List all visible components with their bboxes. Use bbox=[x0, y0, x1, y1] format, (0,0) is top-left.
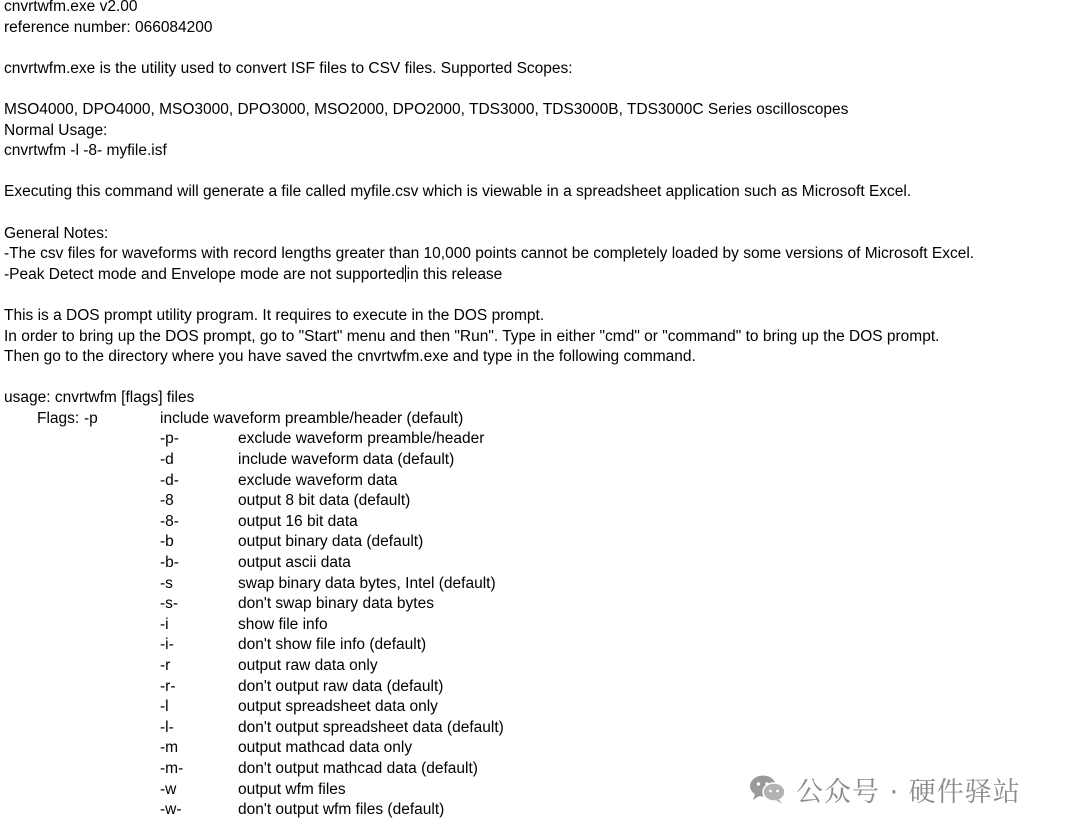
flag-option: -p bbox=[84, 409, 98, 427]
flag-option: -8 bbox=[160, 492, 174, 510]
blank-line bbox=[4, 38, 1076, 59]
blank-line bbox=[4, 285, 1076, 306]
supported-scopes-line: MSO4000, DPO4000, MSO3000, DPO3000, MSO2000, DPO2000, TDS3000, TDS3000B, TDS3000C Series oscilloscopes bbox=[4, 100, 849, 118]
flag-description: output raw data only bbox=[238, 657, 378, 674]
note-peak-detect-part2: in this release bbox=[406, 265, 503, 283]
flag-option: -m bbox=[160, 739, 179, 757]
version-line: cnvrtwfm.exe v2.00 bbox=[4, 0, 138, 15]
usage-line: usage: cnvrtwfm [flags] files bbox=[4, 389, 195, 407]
flag-option: -w bbox=[160, 780, 177, 798]
flag-description: output 16 bit data bbox=[238, 512, 358, 530]
flag-description: don't output spreadsheet data (default) bbox=[238, 718, 504, 736]
flag-description: show file info bbox=[238, 615, 328, 633]
blank-line bbox=[4, 79, 1076, 100]
flag-option: -i bbox=[160, 615, 169, 633]
flags-label: Flags: bbox=[37, 409, 80, 427]
flag-option: -m- bbox=[160, 759, 184, 777]
watermark-text: 公众号 · 硬件驿站 bbox=[796, 776, 1021, 808]
flag-option: -b bbox=[160, 533, 174, 551]
flag-description: output mathcad data only bbox=[238, 739, 413, 757]
flag-row bbox=[4, 635, 1076, 656]
flag-option: -s bbox=[160, 574, 173, 592]
normal-usage-heading: Normal Usage: bbox=[4, 121, 108, 139]
note-peak-detect[interactable] bbox=[4, 265, 1076, 286]
flag-description: don't output mathcad data (default) bbox=[238, 759, 478, 777]
flag-description: output ascii data bbox=[238, 554, 351, 572]
flag-option: -b- bbox=[160, 554, 179, 572]
flag-description: output wfm files bbox=[238, 780, 346, 798]
flag-option: -d bbox=[160, 451, 174, 469]
flag-row bbox=[4, 594, 1076, 615]
wechat-icon bbox=[748, 773, 788, 805]
flag-description: output binary data (default) bbox=[238, 533, 424, 551]
normal-usage-command: cnvrtwfm -l -8- myfile.isf bbox=[4, 142, 167, 160]
dos-utility-line: This is a DOS prompt utility program. It requires to execute in the DOS prompt. bbox=[4, 306, 545, 324]
flag-option: -p- bbox=[160, 430, 179, 448]
flag-option: -i- bbox=[160, 636, 174, 654]
watermark bbox=[748, 769, 1021, 809]
flag-row bbox=[4, 491, 1076, 512]
flag-row bbox=[4, 718, 1076, 739]
flag-description: output spreadsheet data only bbox=[238, 698, 438, 716]
blank-line bbox=[4, 162, 1076, 183]
flag-row bbox=[4, 450, 1076, 471]
flag-row bbox=[4, 656, 1076, 677]
blank-line bbox=[4, 203, 1076, 224]
flag-row bbox=[4, 553, 1076, 574]
flag-description: include waveform data (default) bbox=[238, 451, 455, 469]
flag-row bbox=[4, 429, 1076, 450]
text-cursor bbox=[405, 265, 406, 282]
general-notes-heading: General Notes: bbox=[4, 224, 109, 242]
flag-row bbox=[4, 738, 1076, 759]
flag-option: -s- bbox=[160, 595, 179, 613]
flag-description: output 8 bit data (default) bbox=[238, 492, 411, 510]
reference-number-line: reference number: 066084200 bbox=[4, 18, 213, 36]
flag-description: swap binary data bytes, Intel (default) bbox=[238, 574, 496, 592]
execution-note-line: Executing this command will generate a file called myfile.csv which is viewable in a spreadsheet application such as Microsoft Excel. bbox=[4, 183, 912, 201]
flag-row bbox=[4, 409, 1076, 430]
flag-option: -r bbox=[160, 657, 171, 674]
flag-option: -w- bbox=[160, 801, 182, 819]
flag-row bbox=[4, 532, 1076, 553]
flag-row bbox=[4, 615, 1076, 636]
flag-row bbox=[4, 677, 1076, 698]
document-text bbox=[4, 0, 1076, 821]
dos-prompt-instructions: In order to bring up the DOS prompt, go to "Start" menu and then "Run". Type in either "cmd" or "command" to bring up the DOS prompt. bbox=[4, 327, 940, 345]
flag-row bbox=[4, 512, 1076, 533]
flag-option: -8- bbox=[160, 512, 179, 530]
flag-description: don't show file info (default) bbox=[238, 636, 427, 654]
flag-description: don't swap binary data bytes bbox=[238, 595, 434, 613]
flag-row bbox=[4, 574, 1076, 595]
flag-option: -d- bbox=[160, 471, 179, 489]
flag-description: don't output wfm files (default) bbox=[238, 801, 445, 819]
flag-option: -l bbox=[160, 698, 169, 716]
flag-row bbox=[4, 471, 1076, 492]
flag-description: exclude waveform data bbox=[238, 471, 398, 489]
note-record-length: -The csv files for waveforms with record lengths greater than 10,000 points cannot be completely loaded by some versions of Microsoft Excel. bbox=[4, 245, 975, 263]
flag-row bbox=[4, 697, 1076, 718]
flag-option: -r- bbox=[160, 677, 176, 695]
description-line: cnvrtwfm.exe is the utility used to convert ISF files to CSV files. Supported Scopes: bbox=[4, 59, 573, 77]
flag-description: exclude waveform preamble/header bbox=[238, 430, 485, 448]
blank-line bbox=[4, 368, 1076, 389]
flag-option: -l- bbox=[160, 718, 174, 736]
note-peak-detect-part1: -Peak Detect mode and Envelope mode are not supported bbox=[4, 265, 405, 283]
flag-description: don't output raw data (default) bbox=[238, 677, 444, 695]
directory-instructions: Then go to the directory where you have saved the cnvrtwfm.exe and type in the following command. bbox=[4, 348, 696, 366]
flag-description: include waveform preamble/header (default) bbox=[160, 409, 464, 427]
